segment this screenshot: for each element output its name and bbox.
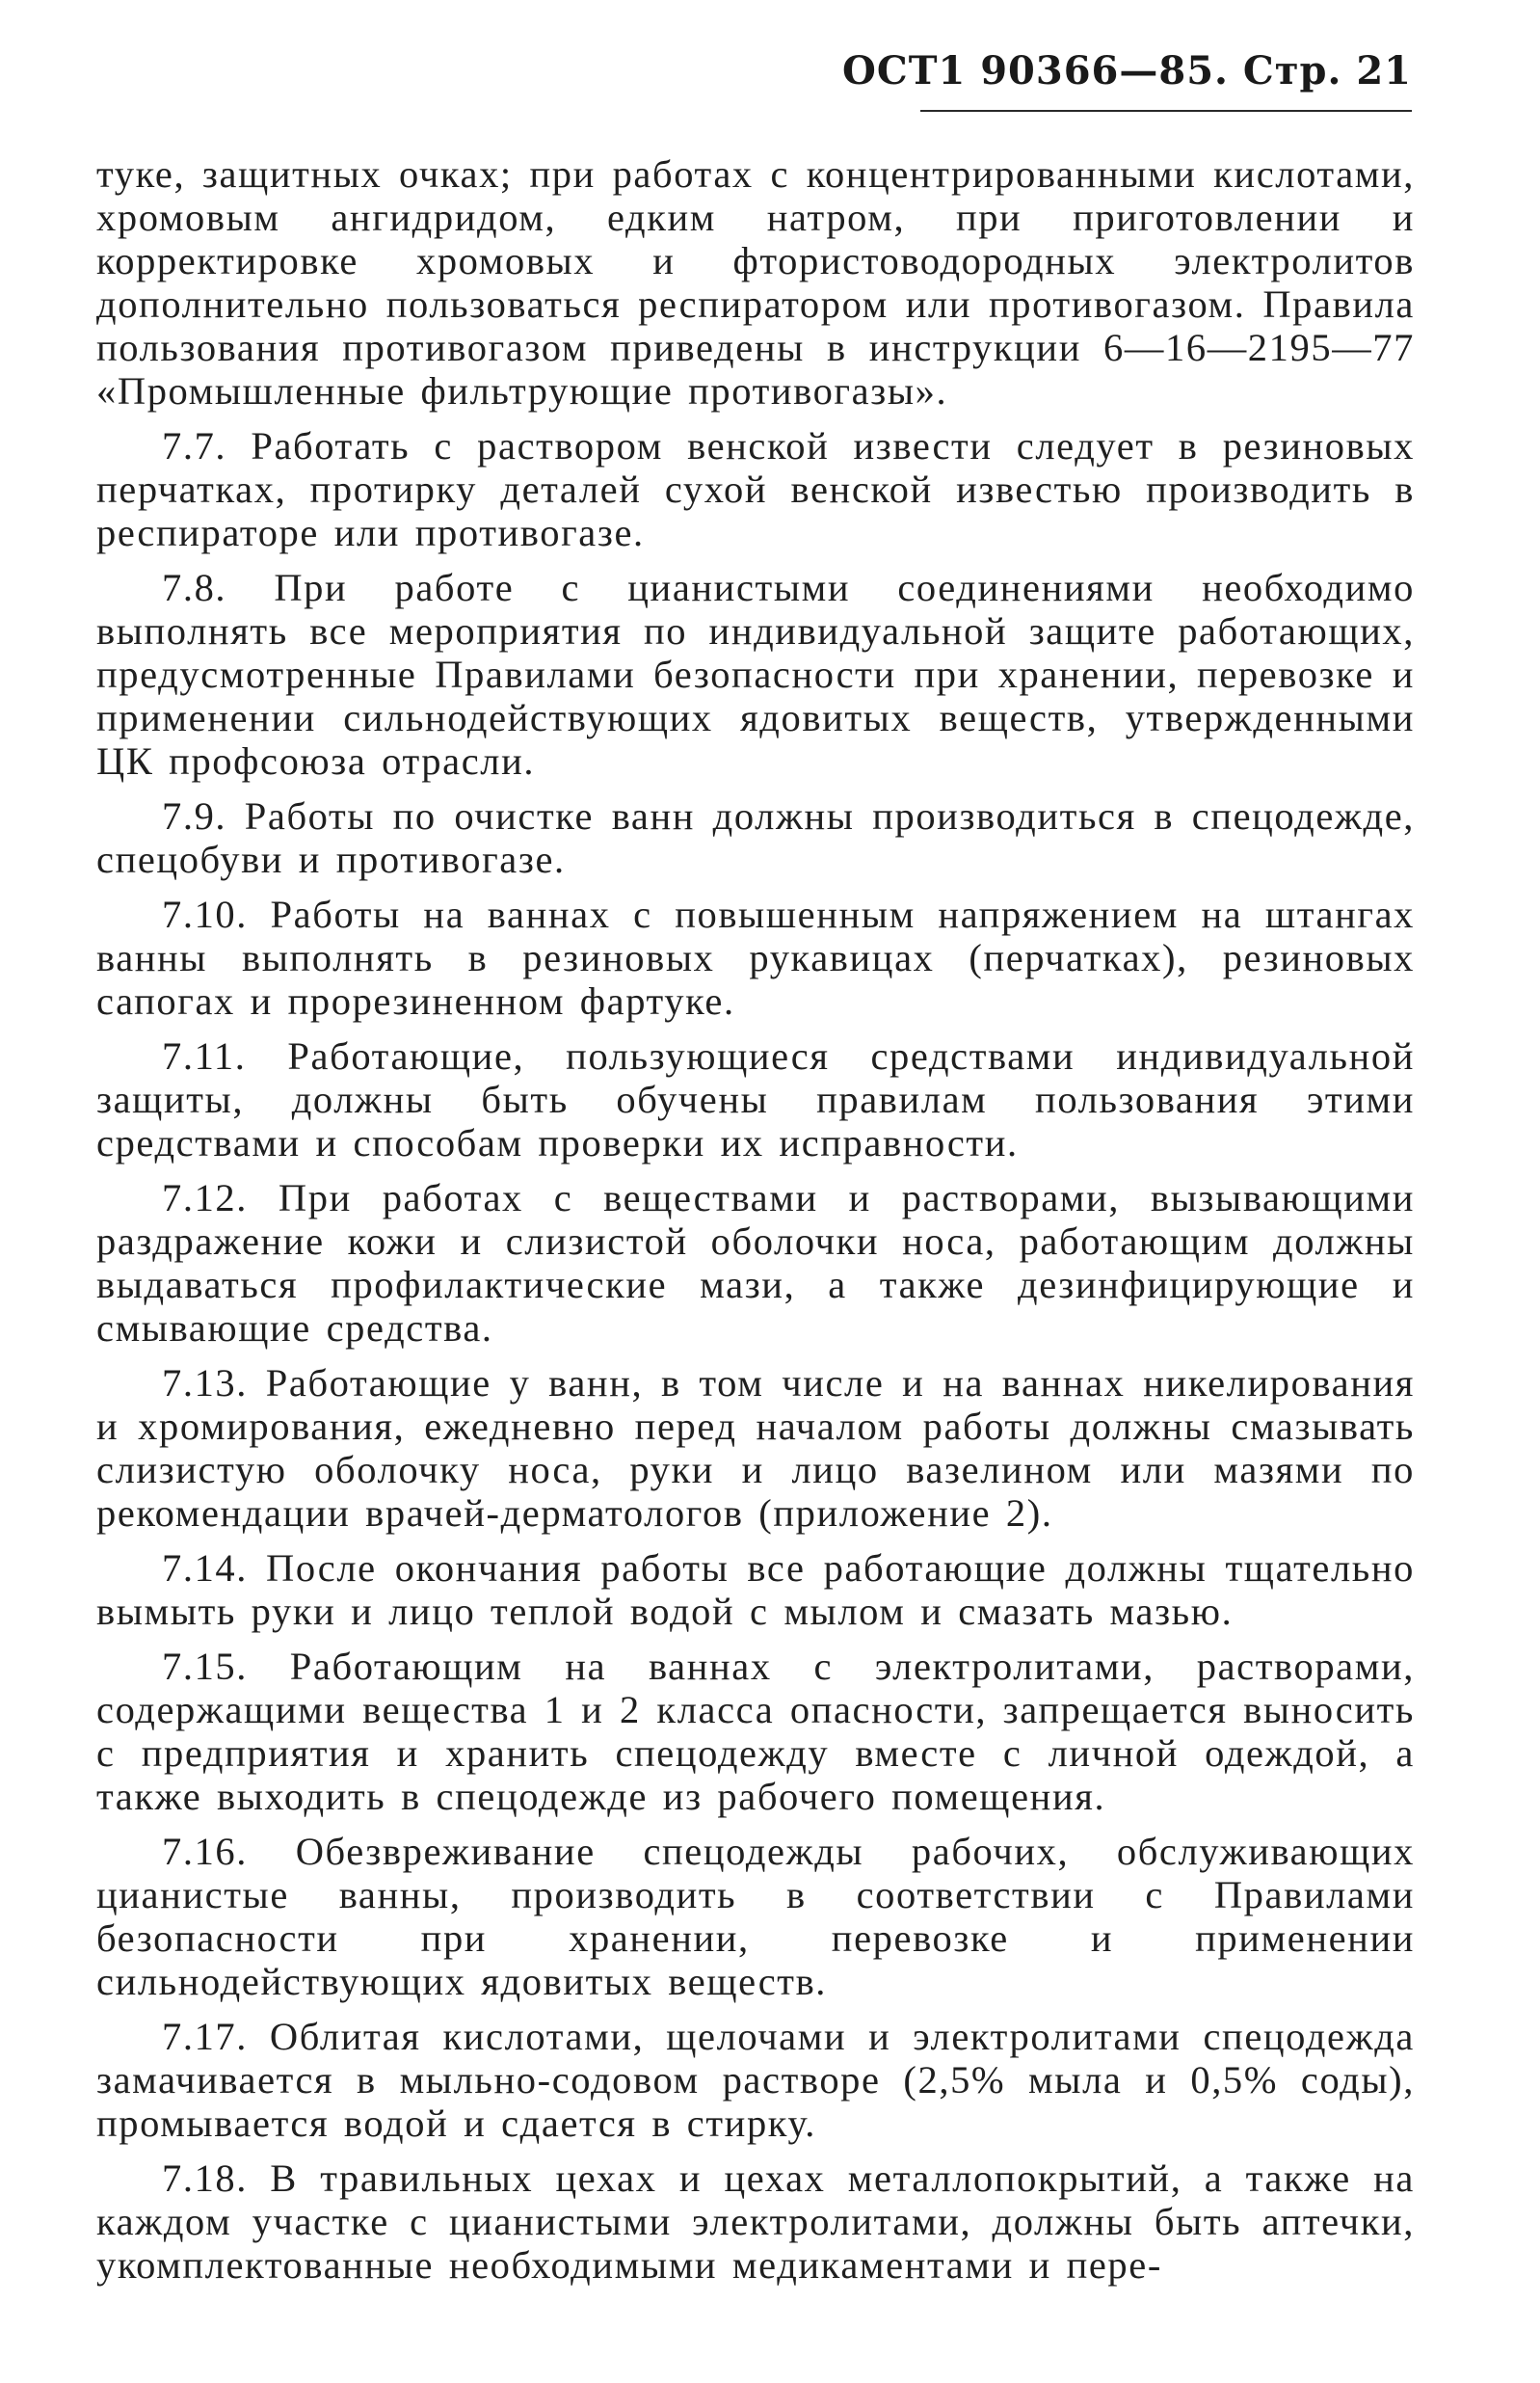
paragraph-7-7: 7.7. Работать с раствором венской извести следует в резиновых перчатках, протирку деталей сухой венской известью производить в респираторе или противогазе. (96, 424, 1415, 554)
paragraph-7-10: 7.10. Работы на ваннах с повышенным напряжением на штангах ванны выполнять в резиновых рукавицах (перчатках), резиновых сапогах и прорезиненном фартуке. (96, 893, 1415, 1023)
page-header-title: ОСТ1 90366—85. Стр. 21 (842, 48, 1412, 94)
paragraph-7-14: 7.14. После окончания работы все работающие должны тщательно вымыть руки и лицо теплой водой с мылом и смазать мазью. (96, 1546, 1415, 1633)
header-divider (920, 110, 1412, 112)
paragraph-7-11: 7.11. Работающие, пользующиеся средствами индивидуальной защиты, должны быть обучены правилам пользования этими средствами и способам проверки их исправности. (96, 1034, 1415, 1165)
paragraph-7-16: 7.16. Обезвреживание спецодежды рабочих, обслуживающих цианистые ванны, производить в соответствии с Правилами безопасности при хранении, перевозке и применении сильнодействующих ядовитых веществ. (96, 1830, 1415, 2003)
paragraph-7-12: 7.12. При работах с веществами и растворами, вызывающими раздражение кожи и слизистой оболочки носа, работающим должны выдаваться профилактические мази, а также дезинфицирующие и смывающие средства. (96, 1176, 1415, 1350)
page-header (842, 48, 1421, 116)
paragraph-7-15: 7.15. Работающим на ваннах с электролитами, растворами, содержащими вещества 1 и 2 класса опасности, запрещается выносить с предприятия и хранить спецодежду вместе с личной одеждой, а также выходить в спецодежде из рабочего помещения. (96, 1645, 1415, 1818)
paragraph-7-8: 7.8. При работе с цианистыми соединениями необходимо выполнять все мероприятия по индивидуальной защите работающих, предусмотренные Правилами безопасности при хранении, перевозке и применении сильнодействующих ядовитых веществ, утвержденными ЦК профсоюза отрасли. (96, 566, 1415, 783)
document-body (96, 152, 1415, 2298)
paragraph-7-9: 7.9. Работы по очистке ванн должны производиться в спецодежде, спецобуви и противогазе. (96, 794, 1415, 881)
paragraph-7-18: 7.18. В травильных цехах и цехах металлопокрытий, а также на каждом участке с цианистыми электролитами, должны быть аптечки, укомплектованные необходимыми медикаментами и пере- (96, 2156, 1415, 2287)
paragraph-7-6-continuation: туке, защитных очках; при работах с концентрированными кислотами, хромовым ангидридом, едким натром, при приготовлении и корректировке хромовых и фтористоводородных электролитов дополнительно пользоваться респиратором или противогазом. Правила пользования противогазом приведены в инструкции 6—16—2195—77 «Промышленные фильтрующие противогазы». (96, 152, 1415, 413)
paragraph-7-13: 7.13. Работающие у ванн, в том числе и на ваннах никелирования и хромирования, ежедневно перед началом работы должны смазывать слизистую оболочку носа, руки и лицо вазелином или мазями по рекомендации врачей-дерматологов (приложение 2). (96, 1361, 1415, 1535)
paragraph-7-17: 7.17. Облитая кислотами, щелочами и электролитами спецодежда замачивается в мыльно-содовом растворе (2,5% мыла и 0,5% соды), промывается водой и сдается в стирку. (96, 2015, 1415, 2145)
